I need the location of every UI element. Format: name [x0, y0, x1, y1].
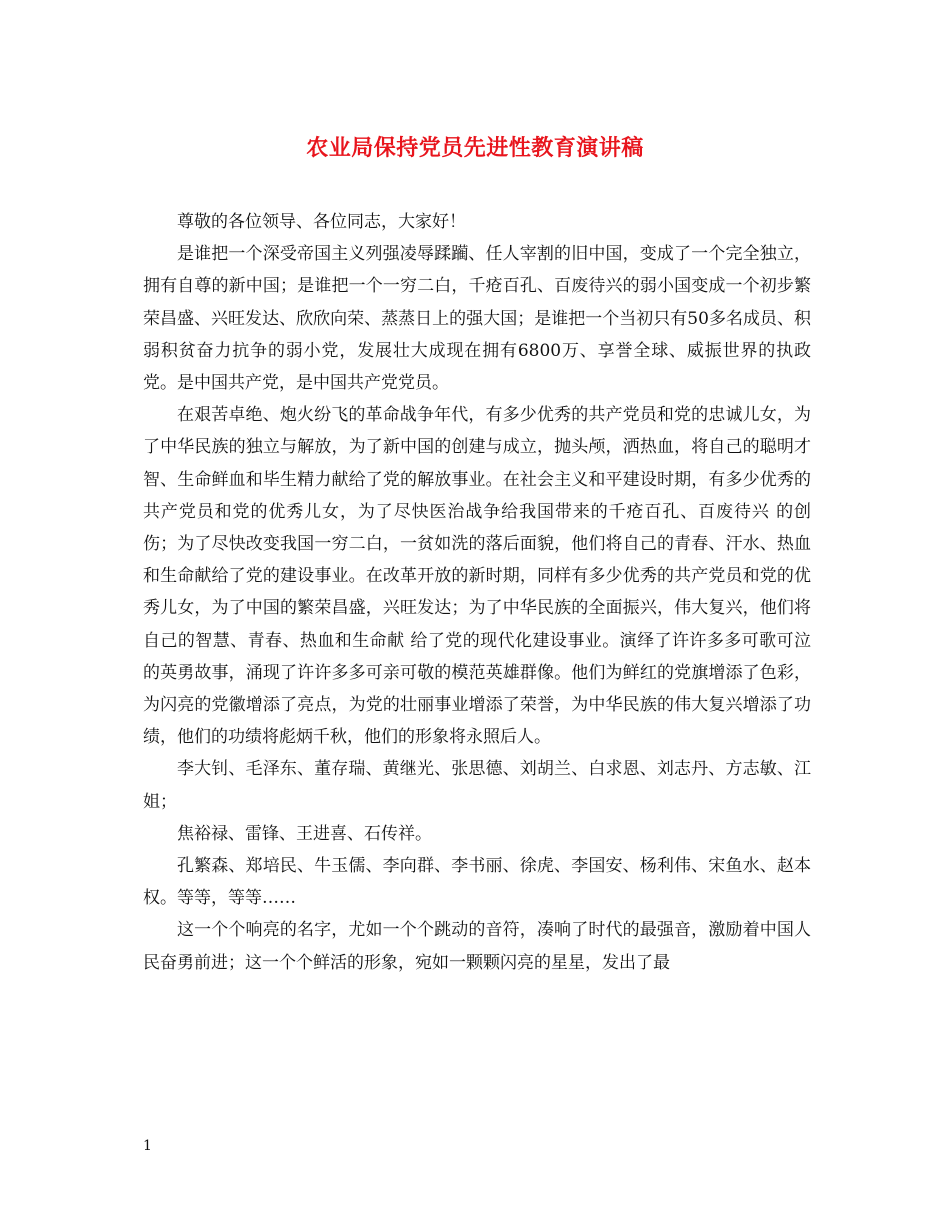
- paragraph: 李大钊、毛泽东、董存瑞、黄继光、张思德、刘胡兰、白求恩、刘志丹、方志敏、江姐；: [143, 759, 811, 812]
- page-number: 1: [143, 1138, 152, 1154]
- document-body: [143, 206, 811, 979]
- paragraph: 这一个个响亮的名字，尤如一个个跳动的音符，凑响了时代的最强音，激励着中国人民奋勇前进；这一个个鲜活的形象，宛如一颗颗闪亮的星星，发出了最: [143, 920, 811, 973]
- paragraph: 在艰苦卓绝、炮火纷飞的革命战争年代，有多少优秀的共产党员和党的忠诚儿女，为了中华民族的独立与解放，为了新中国的创建与成立，抛头颅，洒热血，将自己的聪明才智、生命鲜血和毕生精力献给了党的解放事业。在社会主义和平建设时期，有多少优秀的共产党员和党的优秀儿女，为了尽快医治战争给我国带来的千疮百孔、百废待兴 的创伤；为了尽快改变我国一穷二白，一贫如洗的落后面貌，他们将自己的青春、汗水、热血和生命献给了党的建设事业。在改革开放的新时期，同样有多少优秀的共产党员和党的优秀儿女，为了中国的繁荣昌盛，兴旺发达；为了中华民族的全面振兴，伟大复兴，他们将自己的智慧、青春、热血和生命献 给了党的现代化建设事业。演绎了许许多多可歌可泣的英勇故事，涌现了许许多多可亲可敬的模范英雄群像。他们为鲜红的党旗增添了色彩，为闪亮的党徽增添了亮点，为党的壮丽事业增添了荣誉，为中华民族的伟大复兴增添了功绩，他们的功绩将彪炳千秋，他们的形象将永照后人。: [143, 405, 811, 748]
- page-title: 农业局保持党员先进性教育演讲稿: [306, 135, 644, 161]
- paragraph: 孔繁森、郑培民、牛玉儒、李向群、李书丽、徐虎、李国安、杨利伟、宋鱼水、赵本权。等等，等等……: [143, 856, 811, 909]
- paragraph-greeting: 尊敬的各位领导、各位同志，大家好！: [177, 212, 466, 232]
- paragraph: 是谁把一个深受帝国主义列强凌辱蹂躏、任人宰割的旧中国，变成了一个完全独立，拥有自尊的新中国；是谁把一个一穷二白，千疮百孔、百废待兴的弱小国变成一个初步繁荣昌盛、兴旺发达、欣欣向荣、蒸蒸日上的强大国；是谁把一个当初只有50多名成员、积弱积贫奋力抗争的弱小党，发展壮大成现在拥有6800万、享誉全球、威振世界的执政党。是中国共产党，是中国共产党党员。: [143, 244, 811, 394]
- paragraph: 焦裕禄、雷锋、王进喜、石传祥。: [177, 823, 432, 844]
